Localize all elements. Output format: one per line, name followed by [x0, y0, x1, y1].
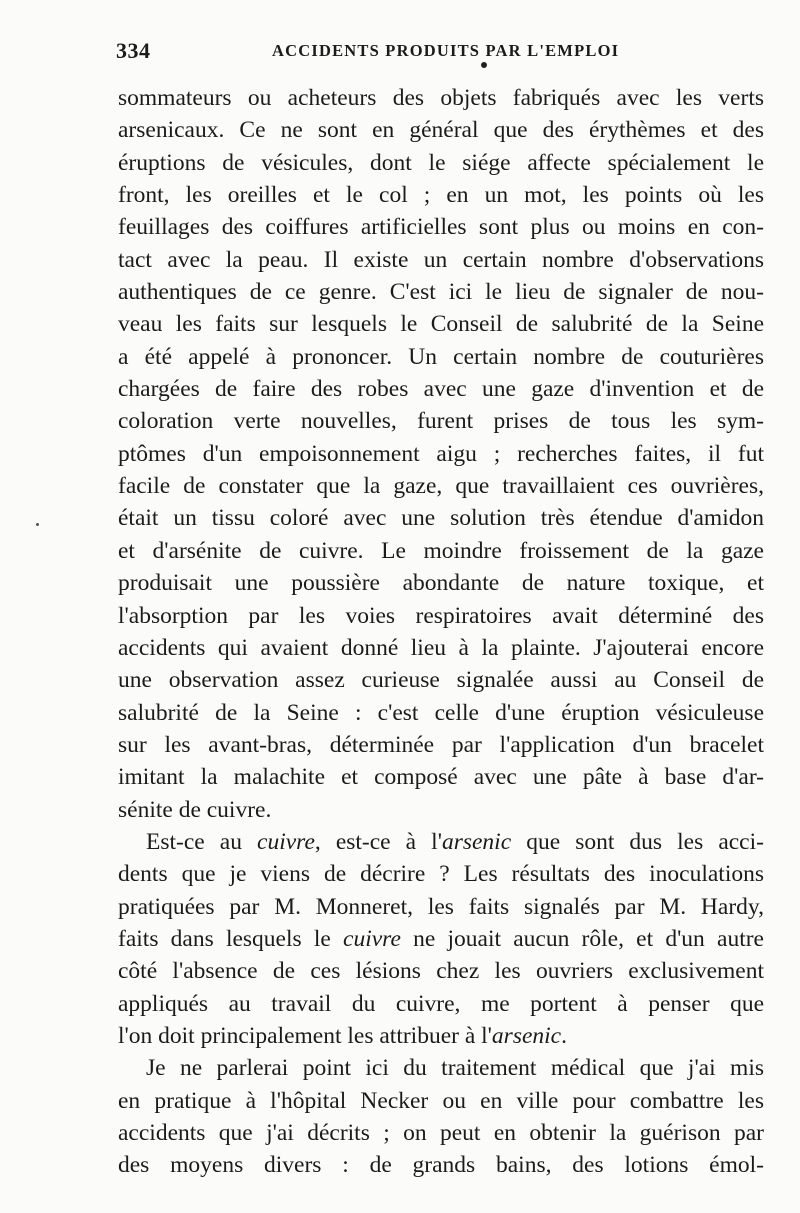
text-line: accidents qui avaient donné lieu à la plainte. J'ajouterai encore — [118, 634, 764, 661]
text-line: l'absorption par les voies respiratoires avait déterminé des — [118, 602, 764, 629]
text-line: produisait une poussière abondante de nature toxique, et — [118, 570, 764, 597]
text-line: accidents que j'ai décrits ; on peut en obtenir la guérison par — [118, 1120, 764, 1146]
header-ornament-dot — [481, 62, 487, 68]
text-line: authentiques de ce genre. C'est ici le lieu de signaler de nou- — [118, 279, 764, 306]
text-line: salubrité de la Seine : c'est celle d'une éruption vésiculeuse — [118, 699, 764, 726]
text-line: arsenicaux. Ce ne sont en général que des érythèmes et des — [118, 117, 764, 144]
paragraph-2 — [118, 826, 764, 1052]
text-line: dents que je viens de décrire ? Les résultats des inoculations — [118, 861, 764, 888]
text-line: sur les avant-bras, déterminée par l'application d'un bracelet — [118, 731, 764, 758]
text-line: imitant la malachite et composé avec une pâte à base d'ar- — [118, 764, 764, 791]
text-line: une observation assez curieuse signalée aussi au Conseil de — [118, 667, 764, 694]
text-line: facile de constater que la gaze, que travaillaient ces ouvrières, — [118, 473, 764, 500]
text-line: front, les oreilles et le col ; en un mot, les points où les — [118, 182, 764, 209]
text-line: sénite de cuivre. — [118, 796, 272, 823]
text-line: pratiquées par M. Monneret, les faits signalés par M. Hardy, — [118, 893, 764, 920]
text-line: coloration verte nouvelles, furent prises de tous les sym- — [118, 408, 764, 435]
running-head: ACCIDENTS PRODUITS PAR L'EMPLOI — [272, 41, 620, 60]
text-line: l'on doit principalement les attribuer à l'arsenic. — [118, 1022, 567, 1049]
text-line: Est-ce au cuivre, est-ce à l'arsenic que sont dus les acci- — [146, 828, 764, 855]
text-line: en pratique à l'hôpital Necker ou en ville pour combattre les — [118, 1087, 764, 1114]
text-line: tact avec la peau. Il existe un certain nombre d'observations — [118, 246, 764, 273]
text-line: chargées de faire des robes avec une gaze d'invention et de — [118, 376, 764, 403]
text-line: a été appelé à prononcer. Un certain nombre de couturières — [118, 343, 764, 370]
text-line: était un tissu coloré avec une solution très étendue d'amidon — [118, 505, 764, 532]
text-line: sommateurs ou acheteurs des objets fabriqués avec les verts — [118, 85, 764, 111]
text-line: veau les faits sur lesquels le Conseil de salubrité de la Seine — [118, 311, 764, 338]
paragraph-1 — [118, 82, 764, 826]
text-line: des moyens divers : de grands bains, des lotions émol- — [118, 1152, 764, 1179]
text-line: ptômes d'un empoisonnement aigu ; recherches faites, il fut — [118, 440, 764, 467]
text-line: éruptions de vésicules, dont le siége affecte spécialement le — [118, 149, 764, 176]
page-header — [116, 38, 752, 68]
text-line: Je ne parlerai point ici du traitement médical que j'ai mis — [146, 1055, 764, 1082]
text-line: appliqués au travail du cuivre, me portent à penser que — [118, 990, 764, 1017]
text-line: faits dans lesquels le cuivre ne jouait aucun rôle, et d'un autre — [118, 925, 764, 952]
text-line: et d'arsénite de cuivre. Le moindre froissement de la gaze — [118, 537, 764, 564]
print-speck — [36, 523, 39, 526]
page-number: 334 — [116, 38, 151, 63]
body-text — [118, 82, 764, 1182]
text-line: feuillages des coiffures artificielles sont plus ou moins en con- — [118, 214, 764, 241]
text-line: côté l'absence de ces lésions chez les ouvriers exclusivement — [118, 958, 764, 985]
paragraph-3 — [118, 1052, 764, 1181]
